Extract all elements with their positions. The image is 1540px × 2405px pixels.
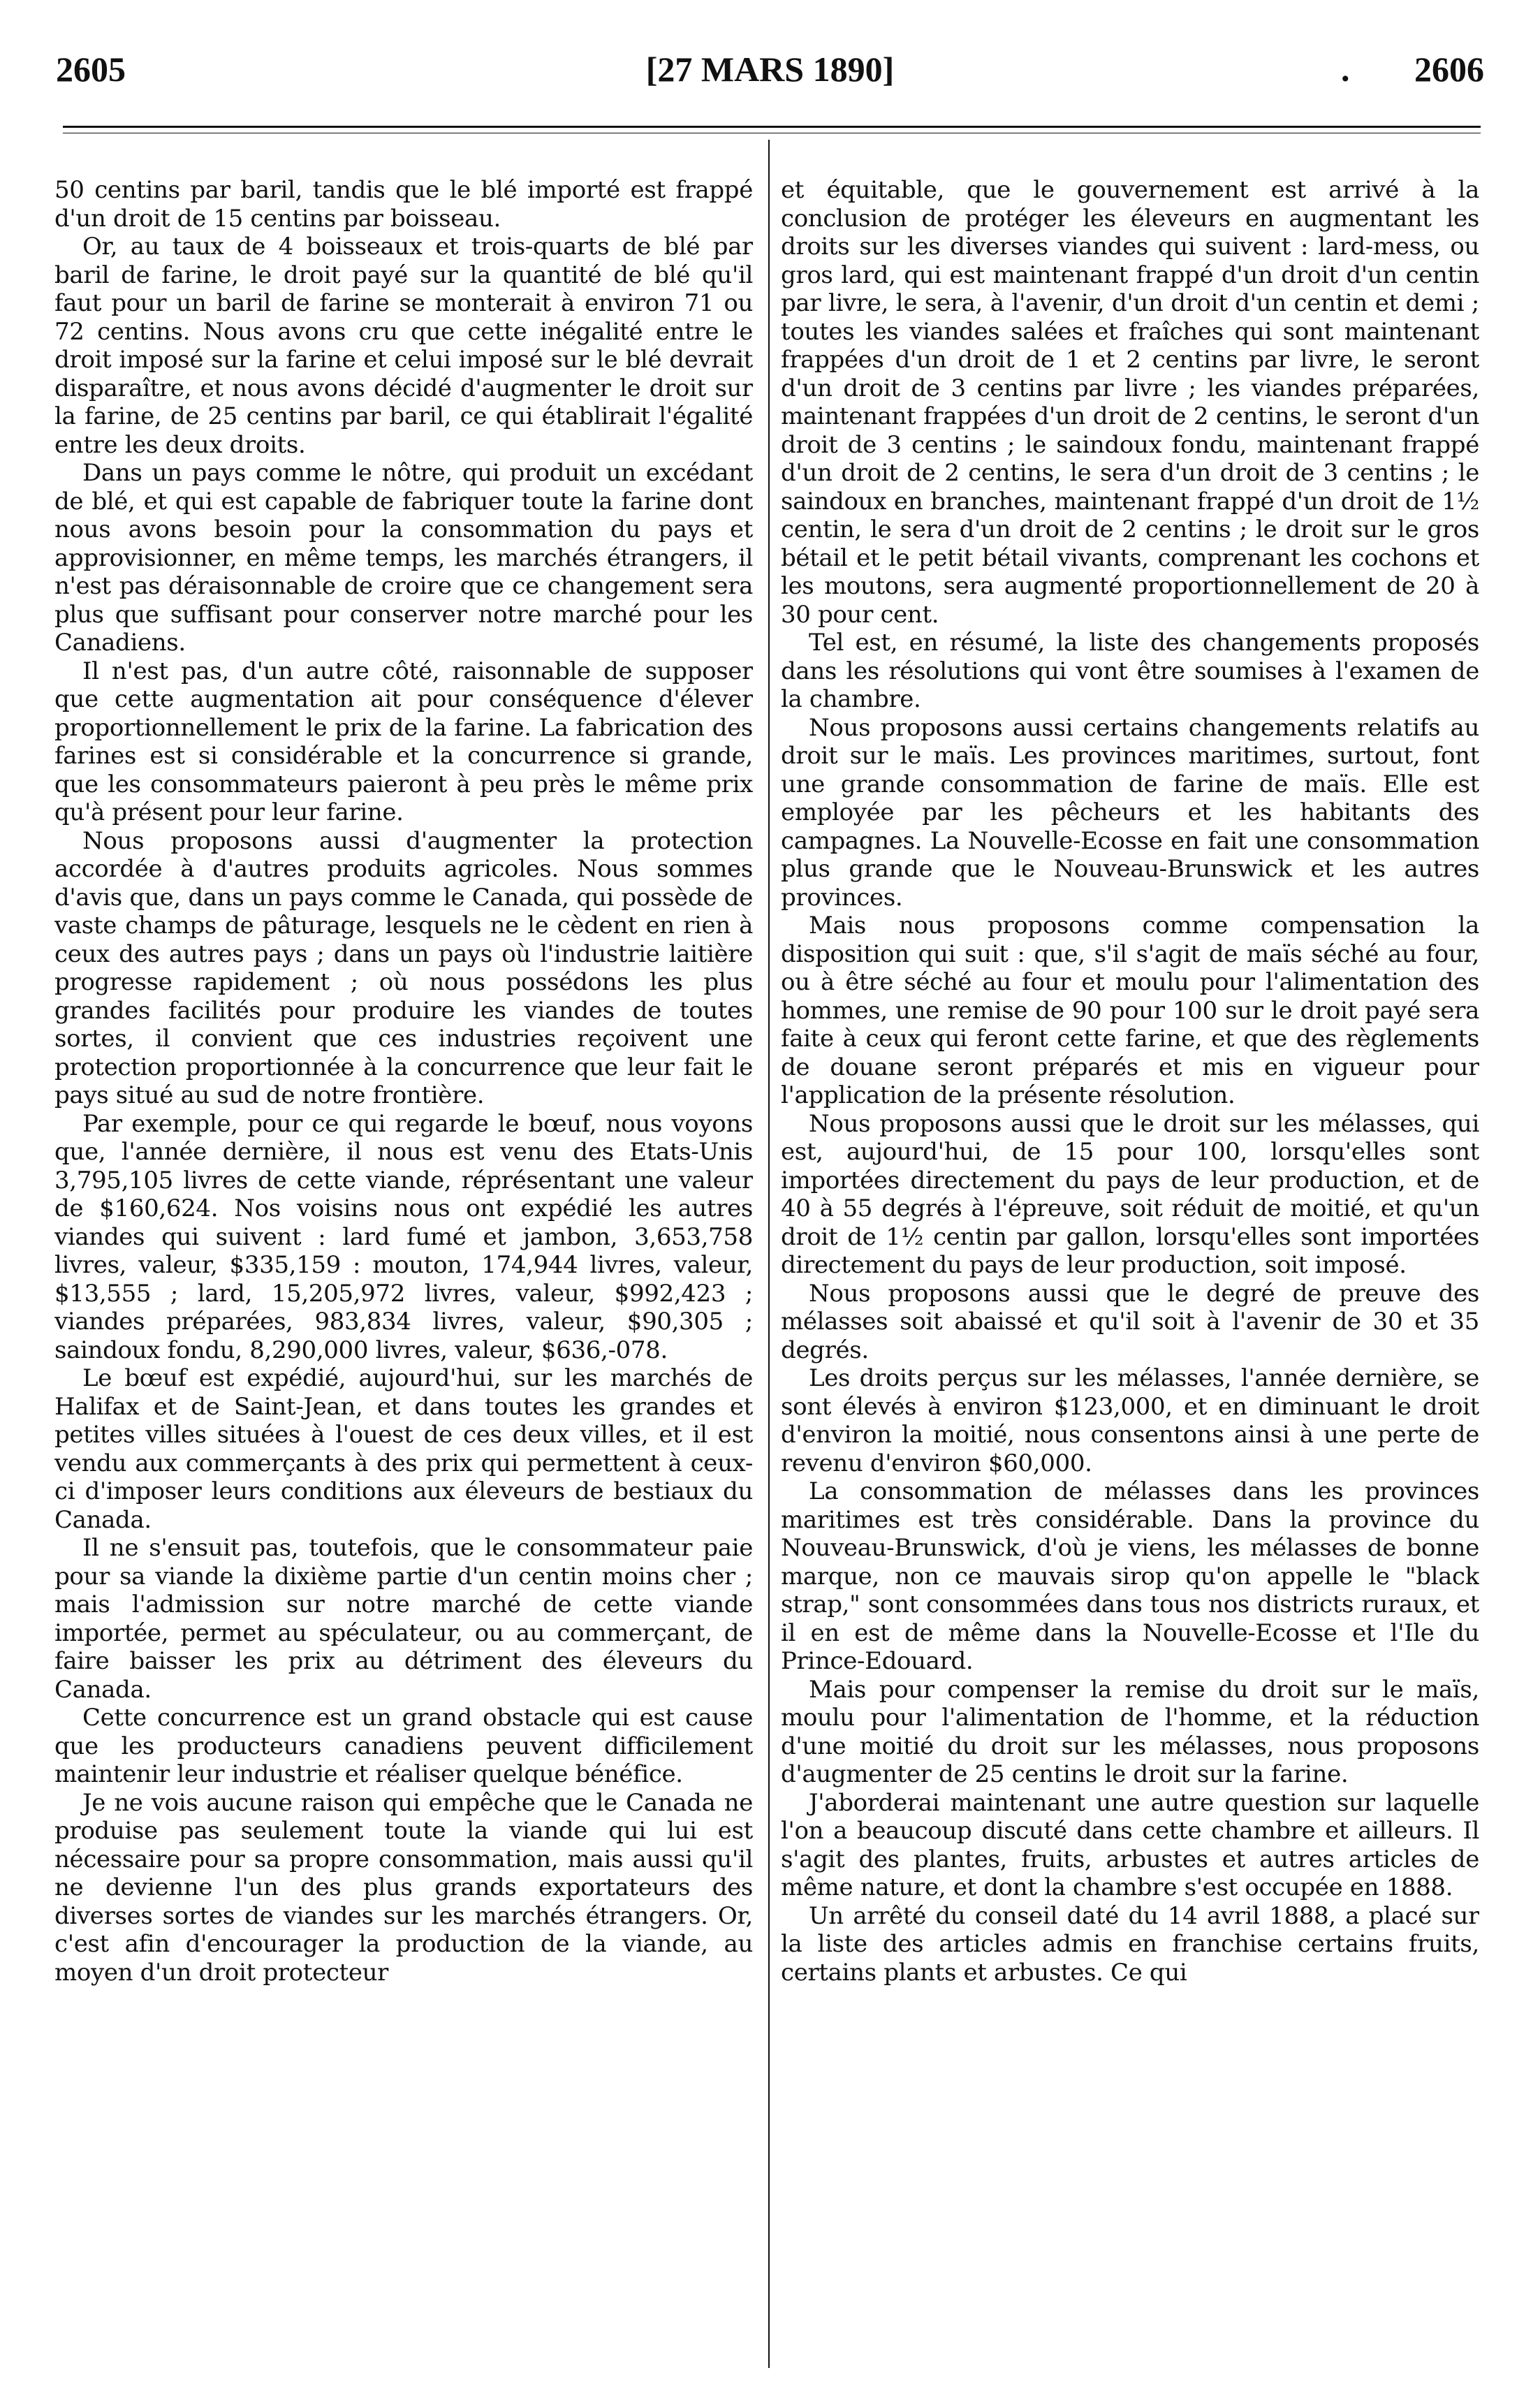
paragraph: Or, au taux de 4 boisseaux et trois-quarts de blé par baril de farine, le droit payé sur la quantité de blé qu'il faut pour un baril de farine se monterait à environ 71 ou 72 centins. Nous avons cru que cette inégalité entre le droit imposé sur la farine et celui imposé sur le blé devrait disparaître, et nous avons décidé d'augmenter le droit sur la farine, de 25 centins par baril, ce qui établirait l'égalité entre les deux droits.	[54, 233, 753, 459]
header-rule	[63, 126, 1481, 128]
paragraph: Nous proposons aussi certains changements relatifs au droit sur le maïs. Les provinces maritimes, surtout, font une grande consommation de farine de maïs. Elle est employée par les pêcheurs et les habitants des campagnes. La Nouvelle-Ecosse en fait une consommation plus grande que le Nouveau-Brunswick et les autres provinces.	[781, 713, 1479, 912]
paragraph: Il n'est pas, d'un autre côté, raisonnable de supposer que cette augmentation ait pour conséquence d'élever proportionnellement le prix de la farine. La fabrication des farines est si considérable et la concurrence si grande, que les consommateurs paieront à peu près le même prix qu'à présent pour leur farine.	[54, 657, 753, 826]
header-date: [27 MARS 1890]	[645, 50, 895, 89]
paragraph: Mais pour compenser la remise du droit sur le maïs, moulu pour l'alimentation de l'homme, et la réduction d'une moitié du droit sur les mélasses, nous proposons d'augmenter de 25 centins le droit sur la farine.	[781, 1675, 1479, 1788]
paragraph: Nous proposons aussi que le degré de preuve des mélasses soit abaissé et qu'il soit à l'avenir de 30 et 35 degrés.	[781, 1279, 1479, 1364]
page-header	[56, 49, 1484, 98]
page-number-left: 2605	[56, 50, 126, 89]
paragraph: Nous proposons aussi que le droit sur les mélasses, qui est, aujourd'hui, de 15 pour 100, lorsqu'elles sont importées directement du pays de leur production, et de 40 à 55 degrés à l'épreuve, soit réduit de moitié, et qu'un droit de 1½ centin par gallon, lorsqu'elles sont importées directement du pays de leur production, soit imposé.	[781, 1109, 1479, 1279]
paragraph: Les droits perçus sur les mélasses, l'année dernière, se sont élevés à environ $123,000, et en diminuant le droit d'environ la moitié, nous consentons ainsi à une perte de revenu d'environ $60,000.	[781, 1364, 1479, 1477]
right-column	[781, 176, 1479, 2383]
paragraph: Tel est, en résumé, la liste des changements proposés dans les résolutions qui vont être soumises à l'examen de la chambre.	[781, 629, 1479, 713]
paragraph: Nous proposons aussi d'augmenter la protection accordée à d'autres produits agricoles. Nous sommes d'avis que, dans un pays comme le Canada, qui possède de vaste champs de pâturage, lesquels ne le cèdent en rien à ceux des autres pays ; dans un pays où l'industrie laitière progresse rapidement ; où nous possédons les plus grandes facilités pour produire les viandes de toutes sortes, il convient que ces industries reçoivent une protection proportionnée à la concurrence que leur fait le pays situé au sud de notre frontière.	[54, 826, 753, 1109]
paragraph: Par exemple, pour ce qui regarde le bœuf, nous voyons que, l'année dernière, il nous est venu des Etats-Unis 3,795,105 livres de cette viande, réprésentant une valeur de $160,624. Nos voisins nous ont expédié les autres viandes qui suivent : lard fumé et jambon, 3,653,758 livres, valeur, $335,159 : mouton, 174,944 livres, valeur, $13,555 ; lard, 15,205,972 livres, valeur, $992,423 ; viandes préparées, 983,834 livres, valeur, $90,305 ; saindoux fondu, 8,290,000 livres, valeur, $636,-078.	[54, 1109, 753, 1364]
paragraph: Un arrêté du conseil daté du 14 avril 1888, a placé sur la liste des articles admis en franchise certains fruits, certains plants et arbustes. Ce qui	[781, 1901, 1479, 1987]
paragraph: Cette concurrence est un grand obstacle qui est cause que les producteurs canadiens peuvent difficilement maintenir leur industrie et réaliser quelque bénéfice.	[54, 1704, 753, 1788]
paragraph: J'aborderai maintenant une autre question sur laquelle l'on a beaucoup discuté dans cette chambre et ailleurs. Il s'agit des plantes, fruits, arbustes et autres articles de même nature, et dont la chambre s'est occupée en 1888.	[781, 1788, 1479, 1901]
paragraph: et équitable, que le gouvernement est arrivé à la conclusion de protéger les éleveurs en augmentant les droits sur les diverses viandes qui suivent : lard-mess, ou gros lard, qui est maintenant frappé d'un droit d'un centin par livre, le sera, à l'avenir, d'un droit d'un centin et demi ; toutes les viandes salées et fraîches qui sont maintenant frappées d'un droit de 1 et 2 centins par livre, le seront d'un droit de 3 centins par livre ; les viandes préparées, maintenant frappées d'un droit de 2 centins, le seront d'un droit de 3 centins ; le saindoux fondu, maintenant frappé d'un droit de 2 centins, le sera d'un droit de 3 centins ; le saindoux en branches, maintenant frappé d'un droit de 1½ centin, le sera d'un droit de 2 centins ; le droit sur le gros bétail et le petit bétail vivants, comprenant les cochons et les moutons, sera augmenté proportionnellement de 20 à 30 pour cent.	[781, 176, 1479, 629]
paragraph: Le bœuf est expédié, aujourd'hui, sur les marchés de Halifax et de Saint-Jean, et dans toutes les grandes et petites villes situées à l'ouest de ces deux villes, et il est vendu aux commerçants à des prix qui permettent à ceux-ci d'imposer leurs conditions aux éleveurs de bestiaux du Canada.	[54, 1364, 753, 1534]
page-number-right: 2606	[1414, 50, 1484, 89]
paragraph: Dans un pays comme le nôtre, qui produit un excédant de blé, et qui est capable de fabriquer toute la farine dont nous avons besoin pour la consommation du pays et approvisionner, en même temps, les marchés étrangers, il n'est pas déraisonnable de croire que ce changement sera plus que suffisant pour conserver notre marché pour les Canadiens.	[54, 459, 753, 657]
left-column	[54, 176, 753, 2383]
header-dot: .	[1341, 50, 1350, 89]
paragraph: Il ne s'ensuit pas, toutefois, que le consommateur paie pour sa viande la dixième partie d'un centin moins cher ; mais l'admission sur notre marché de cette viande importée, permet au spéculateur, ou au commerçant, de faire baisser les prix au détriment des éleveurs du Canada.	[54, 1534, 753, 1704]
column-divider	[768, 140, 770, 2368]
paragraph: Mais nous proposons comme compensation la disposition qui suit : que, s'il s'agit de maïs séché au four, ou à être séché au four et moulu pour l'alimentation des hommes, une remise de 90 pour 100 sur le droit payé sera faite à ceux qui feront cette farine, et que des règlements de douane seront préparés et mis en vigueur pour l'application de la présente résolution.	[781, 912, 1479, 1109]
paragraph: Je ne vois aucune raison qui empêche que le Canada ne produise pas seulement toute la viande qui lui est nécessaire pour sa propre consommation, mais aussi qu'il ne devienne l'un des plus grands exportateurs des diverses sortes de viandes sur les marchés étrangers. Or, c'est afin d'encourager la production de la viande, au moyen d'un droit protecteur	[54, 1788, 753, 1987]
paragraph: 50 centins par baril, tandis que le blé importé est frappé d'un droit de 15 centins par boisseau.	[54, 176, 753, 233]
paragraph: La consommation de mélasses dans les provinces maritimes est très considérable. Dans la province du Nouveau-Brunswick, d'où je viens, les mélasses de bonne marque, non ce mauvais sirop qu'on appelle le "black strap," sont consommées dans tous nos districts ruraux, et il en est de même dans la Nouvelle-Ecosse et l'Ile du Prince-Edouard.	[781, 1477, 1479, 1675]
